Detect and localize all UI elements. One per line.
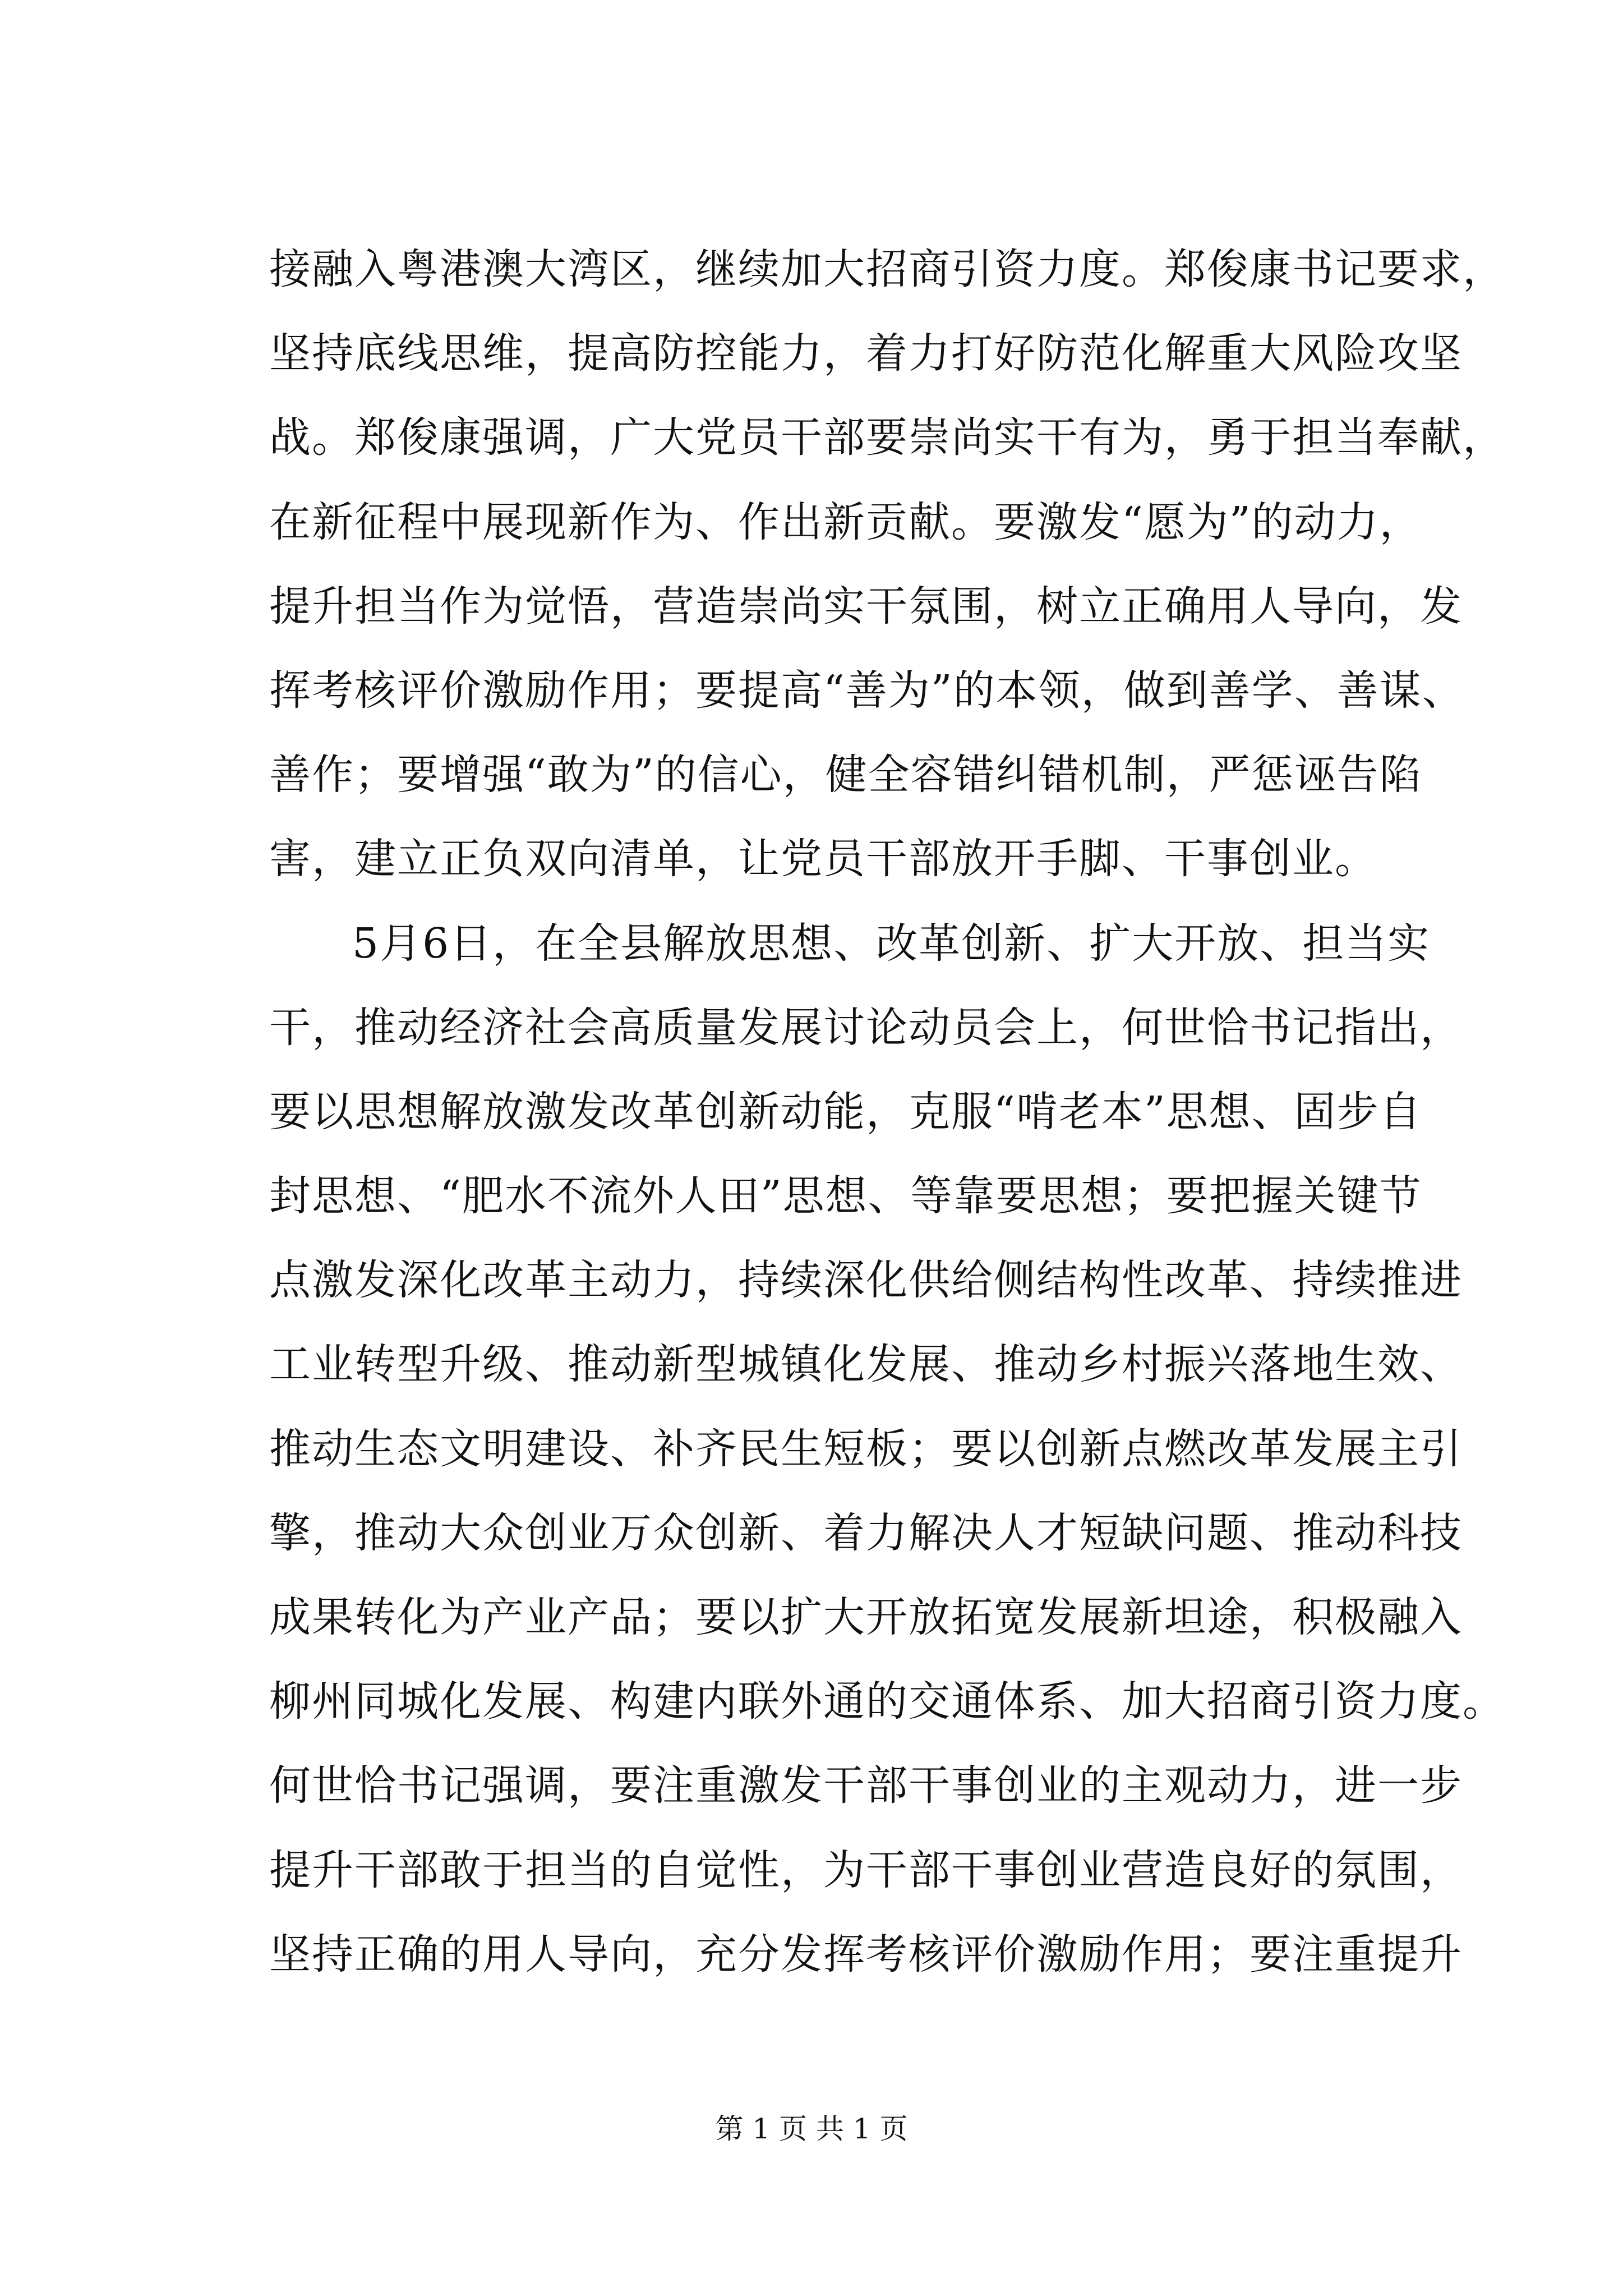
text-line-18: 柳州同城化发展、构建内联外通的交通体系、加大招商引资力度。 [269, 1677, 1505, 1726]
text-line-15: 推动生态文明建设、补齐民生短板；要以创新点燃改革发展主引 [269, 1424, 1463, 1473]
text-line-4: 在新征程中展现新作为、作出新贡献。要激发“愿为”的动力， [269, 498, 1422, 546]
text-line-1: 接融入粤港澳大湾区，继续加大招商引资力度。郑俊康书记要求， [269, 245, 1505, 293]
text-line-21: 坚持正确的用人导向，充分发挥考核评价激励作用；要注重提升 [269, 1930, 1463, 1978]
text-line-19: 何世恰书记强调，要注重激发干部干事创业的主观动力，进一步 [269, 1761, 1463, 1810]
paragraph-start-line: 5月6日，在全县解放思想、改革创新、扩大开放、担当实 [352, 919, 1431, 968]
text-line-16: 擎，推动大众创业万众创新、着力解决人才短缺问题、推动科技 [269, 1508, 1463, 1557]
text-line-8: 害，建立正负双向清单，让党员干部放开手脚、干事创业。 [269, 835, 1377, 884]
text-line-20: 提升干部敢于担当的自觉性，为干部干事创业营造良好的氛围， [269, 1846, 1463, 1894]
page-footer: 第 1 页 共 1 页 [715, 2113, 908, 2145]
text-line-12: 封思想、“肥水不流外人田”思想、等靠要思想；要把握关键节 [269, 1172, 1422, 1221]
text-line-14: 工业转型升级、推动新型城镇化发展、推动乡村振兴落地生效、 [269, 1340, 1463, 1389]
text-line-2: 坚持底线思维，提高防控能力，着力打好防范化解重大风险攻坚 [269, 329, 1463, 378]
document-body [269, 227, 1505, 1996]
text-line-10: 干，推动经济社会高质量发展讨论动员会上，何世恰书记指出， [269, 1003, 1463, 1052]
text-line-17: 成果转化为产业产品；要以扩大开放拓宽发展新坦途，积极融入 [269, 1593, 1463, 1641]
text-line-7: 善作；要增强“敢为”的信心，健全容错纠错机制，严惩诬告陷 [269, 751, 1422, 799]
text-line-6: 挥考核评价激励作用；要提高“善为”的本领，做到善学、善谋、 [269, 666, 1465, 715]
text-line-3: 战。郑俊康强调，广大党员干部要崇尚实干有为，勇于担当奉献， [269, 413, 1505, 462]
text-line-11: 要以思想解放激发改革创新动能，克服“啃老本”思想、固步自 [269, 1087, 1422, 1136]
text-line-13: 点激发深化改革主动力，持续深化供给侧结构性改革、持续推进 [269, 1256, 1463, 1305]
text-line-5: 提升担当作为觉悟，营造崇尚实干氛围，树立正确用人导向，发 [269, 582, 1463, 631]
